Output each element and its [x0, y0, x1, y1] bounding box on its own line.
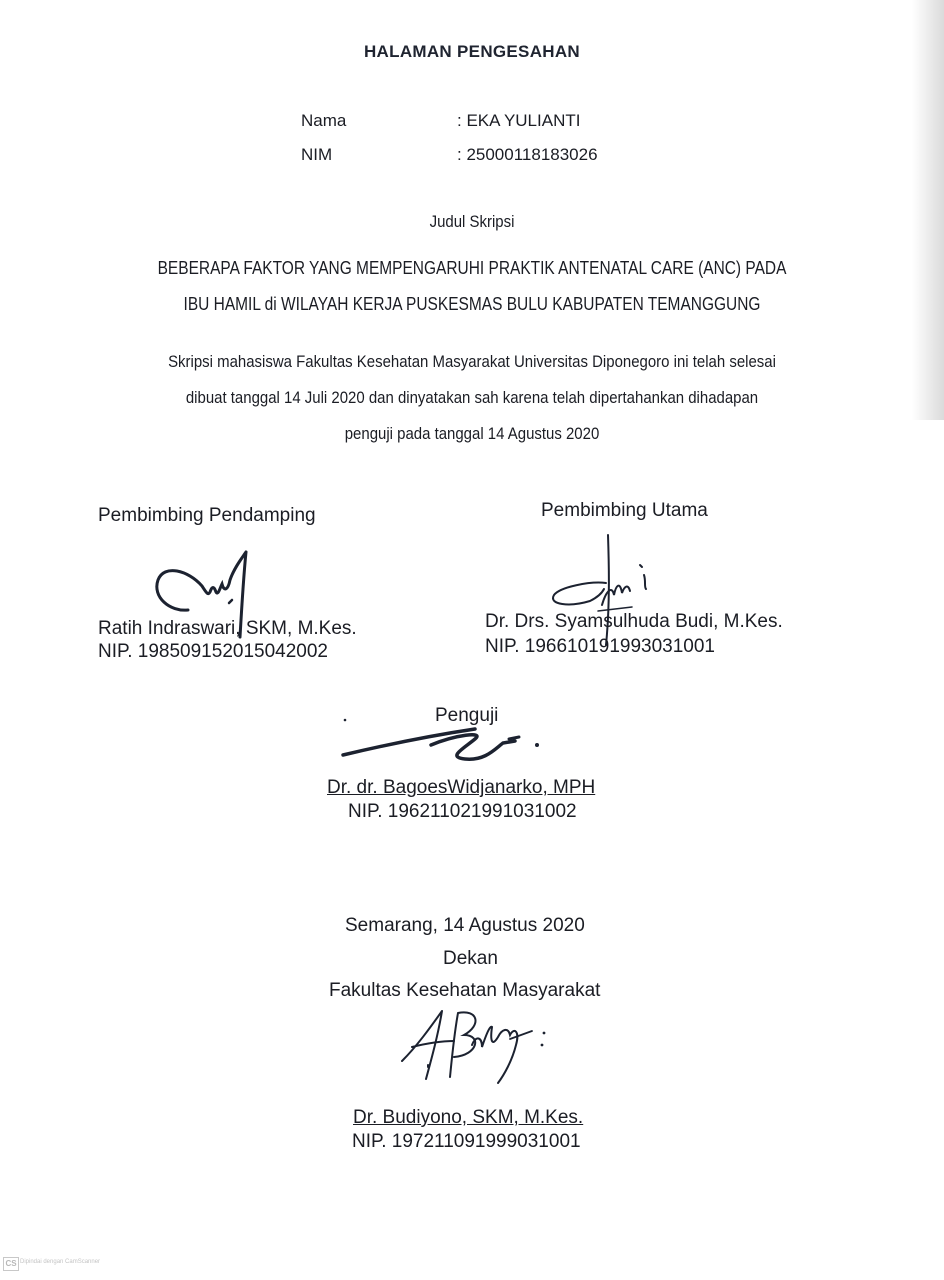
statement-line-3: penguji pada tanggal 14 Agustus 2020 [344, 424, 600, 443]
field-label-nama: Nama [301, 111, 347, 130]
role-dekan: Dekan [443, 948, 498, 969]
camscanner-watermark: Dipindai dengan CamScanner [20, 1259, 101, 1265]
name-pendamping: Ratih Indraswari, SKM, M.Kes. [98, 618, 357, 639]
nip-dekan: NIP. 197211091999031001 [352, 1131, 581, 1152]
camscanner-logo: CS [3, 1257, 19, 1271]
nip-utama: NIP. 196610191993031001 [485, 636, 715, 657]
scan-shadow [904, 0, 944, 420]
role-penguji: Penguji [435, 705, 499, 726]
judul-label: Judul Skripsi [429, 212, 515, 231]
field-label-nim: NIM [301, 145, 333, 164]
signature-penguji [335, 715, 555, 765]
statement-line-1: Skripsi mahasiswa Fakultas Kesehatan Masyarakat Universitas Diponegoro ini telah selesai [168, 352, 776, 371]
page-title: HALAMAN PENGESAHAN [363, 42, 580, 61]
statement-line-2: dibuat tanggal 14 Juli 2020 dan dinyatakan sah karena telah dipertahankan dihadapan [185, 388, 759, 407]
field-value-nama: : EKA YULIANTI [457, 111, 581, 130]
role-utama: Pembimbing Utama [541, 500, 708, 521]
faculty-name: Fakultas Kesehatan Masyarakat [329, 980, 601, 1001]
field-value-nim: : 25000118183026 [457, 145, 598, 164]
thesis-title-line-2: IBU HAMIL di WILAYAH KERJA PUSKESMAS BULU KABUPATEN TEMANGGUNG [183, 294, 761, 314]
role-pendamping: Pembimbing Pendamping [98, 505, 316, 526]
nip-pendamping: NIP. 198509152015042002 [98, 641, 328, 662]
name-utama: Dr. Drs. Syamsulhuda Budi, M.Kes. [485, 611, 783, 632]
place-date: Semarang, 14 Agustus 2020 [345, 915, 585, 936]
name-penguji: Dr. dr. BagoesWidjanarko, MPH [327, 777, 596, 798]
thesis-title-line-1: BEBERAPA FAKTOR YANG MEMPENGARUHI PRAKTIK ANTENATAL CARE (ANC) PADA [157, 258, 787, 278]
name-dekan: Dr. Budiyono, SKM, M.Kes. [353, 1107, 584, 1128]
nip-penguji: NIP. 196211021991031002 [348, 801, 577, 822]
signature-dekan [398, 1005, 568, 1085]
